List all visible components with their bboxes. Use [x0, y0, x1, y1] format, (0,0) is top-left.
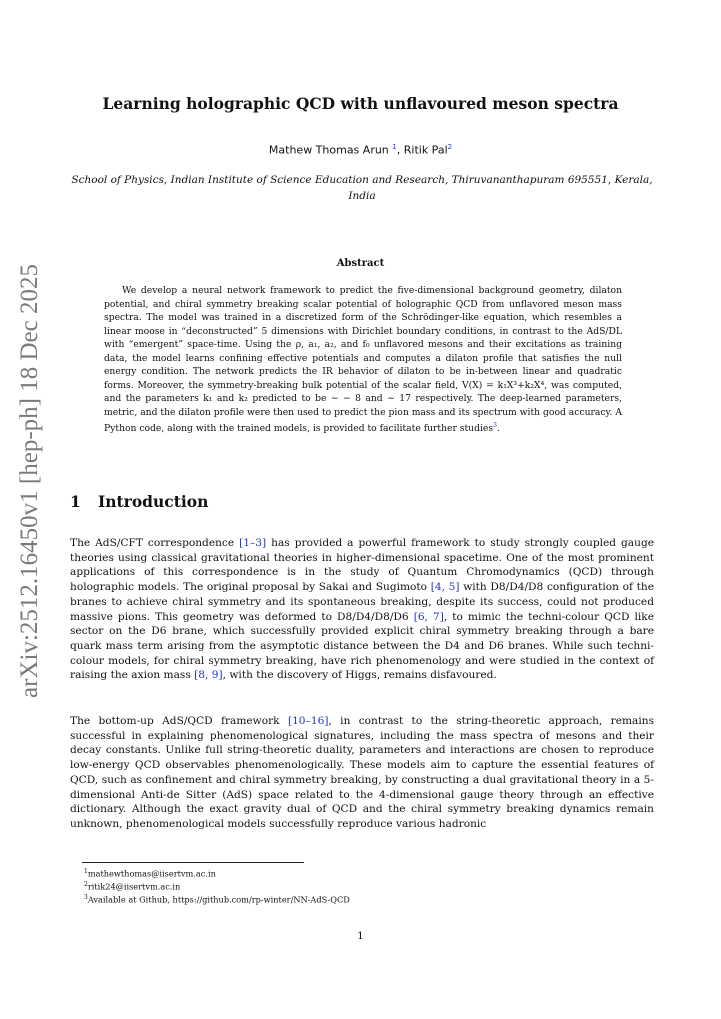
abstract-text: We develop a neural network framework to predict the five-dimensional background geometry, dilaton potential, and chiral symmetry breaking scalar potential of holographic QCD from unflavored meson mass spectra. The model was trained in a discretized form of the Schrödinger-like equation, which resembles a linear moose in “deconstructed” 5 dimensions with Dirichlet boundary conditions, in contrast to the AdS/DL with “emergent” space-time. Using the ρ, a₁, a₂, and f₀ unflavored mesons and their excitations as training data, the model learns confining effective potentials and computes a dilaton profile that satisfies the null energy condition. The network predicts the IR behavior of dilaton to be in-between linear and quadratic forms. Moreover, the symmetry-breaking bulk potential of the scalar field, V(X) = k₁X³+k₂X⁴, was computed, and the parameters k₁ and k₂ predicted to be ∼ − 8 and ∼ 17 respectively. The deep-learned parameters, metric, and the dilaton profile were then used to predict the pion mass and its spectrum with good accuracy. A Python code, along with the trained models, is provided to facilitate further studies: [104, 285, 622, 435]
paragraph: [70, 536, 654, 683]
footnote: [84, 892, 644, 906]
paragraph-text: with D8/D4/D8 configuration of the branes to achieve chiral symmetry and its spontaneous breaking, despite its success, could not produced massive pions. This geometry was deformed to D8/D4/D8/D6: [70, 581, 654, 623]
footnote-email[interactable]: mathewthomas@iisertvm.ac.in: [87, 868, 216, 879]
author-list: [0, 143, 721, 157]
section-number: 1: [70, 492, 81, 511]
citation-link[interactable]: [1–3]: [239, 537, 267, 549]
citation-link[interactable]: [4, 5]: [430, 581, 460, 594]
footnote-mark: 3: [84, 894, 88, 901]
paragraph-text: , with the discovery of Higgs, remains disfavoured.: [222, 669, 497, 682]
citation-link[interactable]: [6, 7]: [413, 610, 444, 623]
footnote-link[interactable]: Available at Github, https://github.com/rp-winter/NN-AdS-QCD: [87, 894, 350, 905]
footnote-link[interactable]: 3: [493, 422, 497, 429]
paragraph-text: , to mimic the techni-colour QCD like sector on the D6 brane, which successfully provided explicit chiral symmetry breaking through a bare quark mass term arising from the asymptotic distance between the D4 and D6 branes. While such techni-colour models, for chiral symmetry breaking, have rich phenomenology and were studied in the context of raising the axion mass: [70, 610, 654, 682]
abstract-body: [104, 284, 622, 436]
author-name: Ritik Pal: [403, 143, 448, 157]
author-footnote-link[interactable]: 1: [392, 143, 397, 151]
arxiv-sidebar-stamp: [10, 264, 50, 698]
abstract-heading: Abstract: [336, 258, 385, 269]
paragraph: [70, 714, 654, 832]
footnote-mark: 1: [84, 868, 88, 875]
paragraph-text: , in contrast to the string-theoretic approach, remains successful in explaining phenomenological signatures, including the mass spectra of mesons and their decay constants. Unlike full string-theoretic duality, parameters and interactions are chosen to reproduce low-energy QCD observables phenomenologically. These models aim to capture the essential features of QCD, such as confinement and chiral symmetry breaking, by constructing a dual gravitational theory in a 5-dimensional Anti-de Sitter (AdS) space related to the 4-dimensional gauge theory through an effective dictionary. Although the exact gravity dual of QCD and the chiral symmetry breaking dynamics remain unknown, phenomenological models successfully reproduce various hadronic: [70, 715, 655, 830]
footnote-divider: [82, 862, 304, 863]
affiliation: School of Physics, Indian Institute of Science Education and Research, Thiruvananthapuram 695551, Kerala, India: [71, 174, 653, 202]
author-separator: ,: [396, 143, 404, 157]
author-footnote-link[interactable]: 2: [447, 143, 453, 151]
section-title: Introduction: [98, 492, 209, 511]
abstract-end: .: [496, 423, 500, 435]
paragraph-text: The AdS/CFT correspondence: [70, 537, 240, 549]
author-name: Mathew Thomas Arun: [268, 143, 389, 157]
paragraph-text: The bottom-up AdS/QCD framework: [70, 715, 288, 727]
footnote-email[interactable]: ritik24@iisertvm.ac.in: [87, 881, 181, 892]
citation-link[interactable]: [10–16]: [287, 715, 329, 727]
paragraph-text: has provided a powerful framework to study strongly coupled gauge theories using classical gravitational theories in higher-dimensional spacetime. One of the most prominent applications of this correspondence is in the study of Quantum Chromodynamics (QCD) through holographic models. The original proposal by Sakai and Sugimoto: [70, 537, 654, 594]
arxiv-identifier: arXiv:2512.16450v1 [hep-ph] 18 Dec 2025: [16, 264, 43, 698]
section-heading: [70, 492, 208, 511]
citation-link[interactable]: [8, 9]: [194, 669, 223, 682]
paper-title: Learning holographic QCD with unflavoured meson spectra: [102, 94, 619, 113]
footnote-mark: 2: [84, 881, 88, 888]
page-number: 1: [357, 930, 364, 942]
